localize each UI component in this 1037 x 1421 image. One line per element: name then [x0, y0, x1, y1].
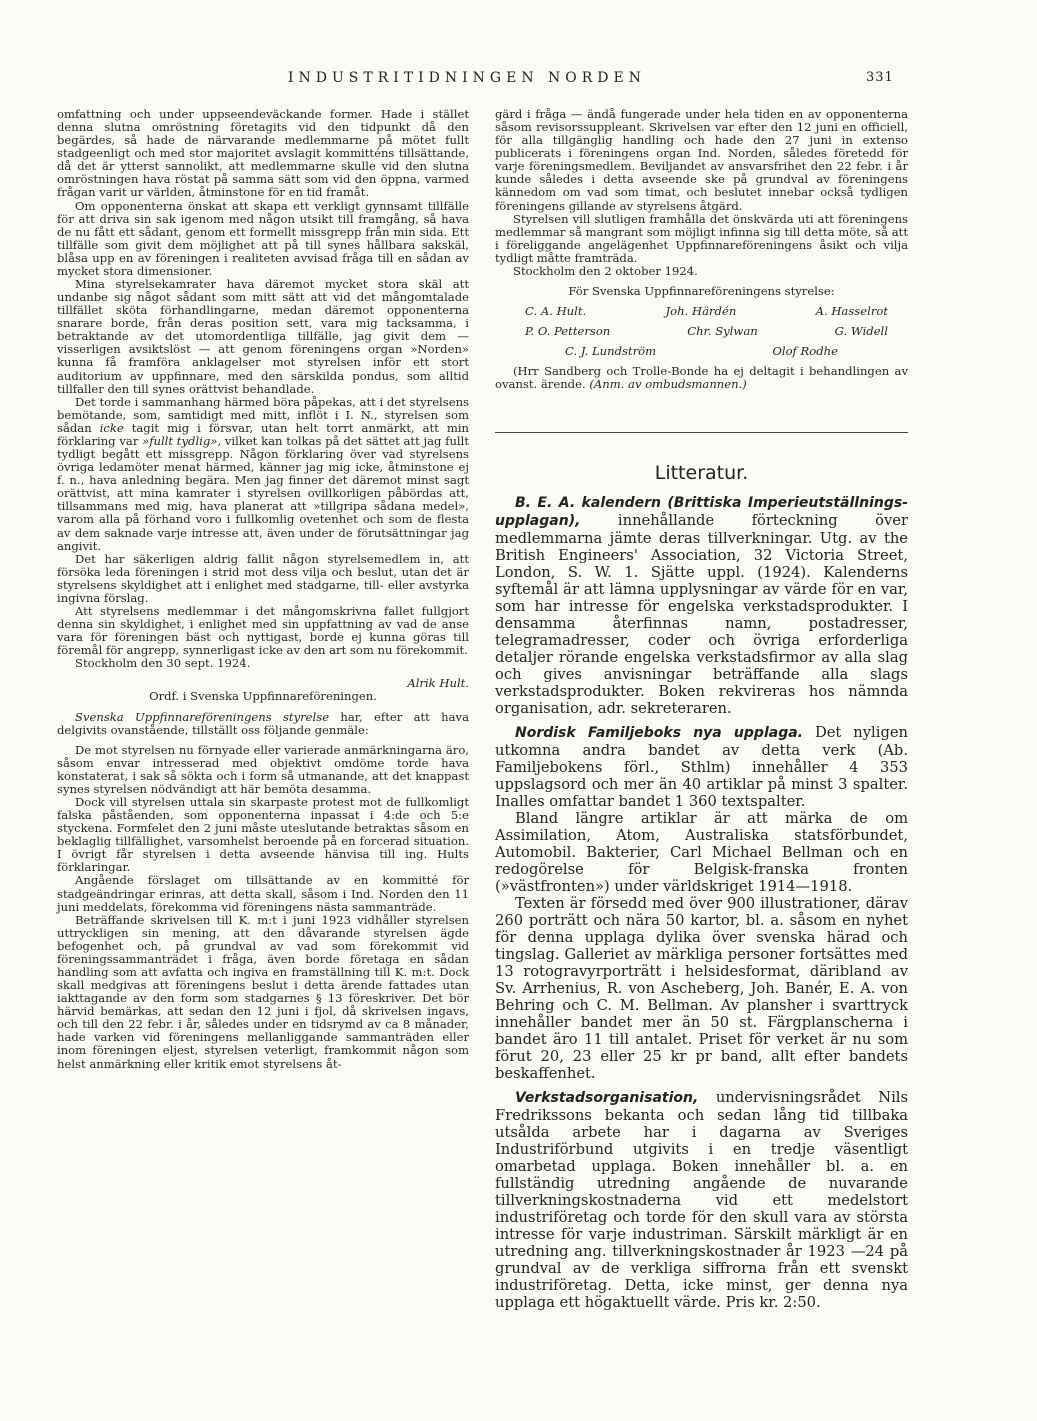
signature-intro: För Svenska Uppfinnareföreningens styrelse: — [568, 284, 835, 299]
paragraph: Texten är försedd med över 900 illustrationer, därav 260 porträtt och nära 50 kartor, bl. a. såsom en nyhet för denna upplaga dylika över svenska härad och tingslag. Galleriet av märkliga personer fortsättes med 13 rotogravyrporträtt i helsidesformat, däribland av Sv. Arrhenius, R. von Ascheberg, Joh. Banér, E. A. von Behring och C. M. Bellman. Av plansher i svarttryck innehåller bandet mer än 50 st. Färgplanscherna i bandet äro 11 till antalet. Priset för verket är nu som förut 20, 23 eller 25 kr pr band, allt efter bandets beskaffenhet. — [495, 895, 908, 1082]
signature-row — [495, 305, 908, 318]
paragraph: Om opponenterna önskat att skapa ett verkligt gynnsamt tillfälle för att driva sin sak igenom med någon utsikt till framgång, så hava de nu fått ett sådant, genom ett formellt missgrepp från min sida. Ett tillfälle som givit dem möjlighet att på till synes hållbara sakskäl, blåsa upp en av föreningen i realiteten avvisad fråga till en sådan av mycket stora dimensioner. — [57, 198, 469, 278]
page-number: 331 — [866, 70, 894, 85]
review-heading: Nordisk Familjeboks nya upplaga. — [515, 725, 803, 741]
dateline: Stockholm den 30 sept. 1924. — [75, 656, 251, 671]
text-run: innehållande förteckning över medlemmarna jämte deras tillverkningar. Utg. av the British Engineers' Association, 32 Victoria Street, London, S. W. 1. Sjätte uppl. (1924). Kalenderns syftemål är att lämna upplysningar av värde för en var, som har intresse för engelska verkstadsprodukter. I densamma återfinnas namn, postadresser, telegramadresser, coder och övriga erforderliga detaljer rörande engelska verkstadsfirmor av alla slag och gives anvisningar beträffande alla slags verkstadsprodukter. Boken rekvireras hos nämnda organisation, adr. sekreteraren. — [495, 512, 908, 717]
review-heading: Verkstadsorganisation, — [515, 1090, 699, 1106]
running-header: INDUSTRITIDNINGEN NORDEN — [288, 70, 646, 86]
emphasis: Svenska Uppfinnareföreningens styrelse — [75, 709, 330, 724]
signature: P. O. Petterson — [525, 324, 611, 339]
paragraph: Dock vill styrelsen uttala sin skarpaste protest mot de fullkomligt falska påståenden, som opponenterna inpassat i 4:de och 5:e styckena. Formfelet den 2 juni måste uteslutande betraktas såsom en beklaglig tillfällighet, varsomhelst beroende på en forcerad situation. I övrigt får styrelsen i detta avseende hänvisa till ing. Hults förklaringar. — [57, 794, 469, 875]
text-run: undervisningsrådet Nils Fredrikssons bekanta och sedan lång tid tillbaka utsålda arbete har i dagarna av Sveriges Industriförbund utgivits i en tredje väsentligt omarbetad upplaga. Boken innehåller bl. a. en fullständig utredning angående de nuvarande tillverkningskostnaderna vid ett medelstort industriföretag och torde för den skull vara av största intresse för varje industriman. Särskilt märkligt är en utredning ang. tillverkningskostnader år 1923 —24 på grundval av de verkliga siffrorna från ett svenskt industriföretag. Detta, icke minst, ger denna nya upplaga ett högaktuellt värde. Pris kr. 2:50. — [495, 1089, 908, 1311]
section-title: Litteratur. — [654, 462, 749, 484]
text-run: har, efter att hava delgivits ovanstående, tillställt oss följande genmäle: — [57, 709, 469, 737]
text-run: (Hrr Sandberg och Trolle-Bonde ha ej deltagit i behandlingen av ovanst. ärende. — [495, 364, 908, 392]
review-entry — [495, 1089, 908, 1311]
paragraph: Beträffande skrivelsen till K. m:t i juni 1923 vidhåller styrelsen uttryckligen sin mening, att den dåvarande styrelsen ägde befogenhet och, på grundval av vad som förekommit vid föreningssammanträdet i fråga, även borde företaga en sådan handling som att avfatta och ingiva en framställning till K. m:t. Dock skall medgivas att föreningens beslut i detta ärende fattades utan iakttagande av den form som stadgarnes § 13 föreskriver. Det bör härvid bemärkas, att sedan den 12 juni i fjol, då skrivelsen ingavs, och till den 22 febr. i år, således under en tidsrymd av ca 8 månader, hade varken vid föreningens mellanliggande sammanträden eller inom föreningen eljest, styrelsen veterligt, framkommit någon som helst anmärkning eller kritik emot styrelsens åt- — [57, 912, 469, 1071]
signature: C. J. Lundström — [565, 344, 657, 359]
review-entry — [495, 494, 908, 717]
text-run: tagit mig i försvar, utan helt torrt anmärkt, att min förklaring var — [57, 420, 470, 448]
paragraph: omfattning och under uppseendeväckande former. Hade i stället denna slutna omröstning företagits vid den tidpunkt då den begärdes, så hade de närvarande medlemmarne på mötet fullt stadgeenligt och med stor majoritet avslagit kommitténs tillsättande, då det är ytterst sannolikt, att medlemmarne skulle vid den slutna omröstningen hava röstat på samma sätt som vid den öppna, varmed frågan varit ur världen, åtminstone för en tid framåt. — [57, 107, 469, 200]
divider — [495, 432, 908, 433]
signature: Olof Rodhe — [772, 344, 838, 359]
paragraph — [57, 711, 469, 737]
emphasis: (Anm. av ombudsmannen.) — [589, 377, 747, 392]
literature-section — [495, 494, 908, 1311]
paragraph: gärd i fråga — ändå fungerade under hela tiden en av opponenterna såsom revisorssuppleant. Skrivelsen var efter den 12 juni en officiell, för alla tillgänglig handling och hade den 27 juni in extenso publicerats i föreningens organ Ind. Norden, således företedd för varje föreningsmedlem. Beviljandet av ansvarsfrihet den 22 febr. i år kunde således i detta avseende ske på grundval av föreningens kännedom om vad som timat, och beslutet innebar också tydligen föreningens gillande av styrelsens åtgärd. — [495, 107, 908, 213]
signature: C. A. Hult. — [525, 304, 587, 319]
paragraph: Det har säkerligen aldrig fallit någon styrelsemedlem in, att försöka leda föreningen i strid mot dess vilja och beslut, utan det är styrelsens skyldighet att i enlighet med stadgarne, till- eller avstyrka ingivna förslag. — [57, 551, 469, 605]
right-column — [495, 108, 908, 391]
paragraph: De mot styrelsen nu förnyade eller varierade anmärkningarna äro, såsom envar intresserad med objektivt omdöme torde hava konstaterat, i sak så sökta och i form så utmanande, att det knappast synes styrelsen nödvändigt att här bemöta desamma. — [57, 742, 469, 796]
emphasis: »fullt tydlig», — [142, 433, 222, 448]
left-column — [57, 108, 469, 1071]
text-run: Det torde i sammanhang härmed böra påpekas, att i det styrelsens bemötande, som, samtidigt med mitt, inflöt i I. N., styrelsen som sådan — [57, 394, 469, 435]
signature-row — [495, 325, 908, 338]
paragraph: Att styrelsens medlemmar i det mångomskrivna fallet fullgjort denna sin skyldighet, i enlighet med sin uppfattning av vad de anse vara för föreningen bäst och nyttigast, borde ej kunna göras till föremål för angrepp, synnerligast icke av den art som nu förekommit. — [57, 603, 469, 658]
signature: G. Widell — [834, 324, 888, 339]
text-run: vilket kan tolkas på det sättet att jag fullt tydligt begått ett missgrepp. Någon förklaring över vad styrelsens övriga ledamöter menat härmed, känner jag mig icke, åtminstone ej f. n., hava anledning begära. Men jag finner det däremot minst sagt orättvist, att mina kamrater i styrelsen ovillkorligen påbördas att, tillsammans med mig, hava planerat att »tillgripa sådana medel», varom alla på förhand voro i fullkomlig ovetenhet och som de flesta av dem saknade varje intresse att, även under de förutsättningar jag angivit. — [57, 433, 470, 553]
paragraph: Mina styrelsekamrater hava däremot mycket stora skäl att undanbe sig något sådant som mitt sätt att vid det mångomtalade tillfället sköta förhandlingarne, medan däremot opponenterna snarare borde, från deras position sett, vara mig tacksamma, i betraktande av det utomordentliga tillfälle, jag givit dem — visserligen avsiktslöst — att genom föreningens organ »Norden» kunna få framföra anklagelser mot styrelsen inför ett stort auditorium av uppfinnare, med den särskilda pondus, som alltid tillfaller den till synes orättvist behandlade. — [57, 277, 469, 396]
editor-note — [495, 365, 908, 391]
signature-row — [495, 345, 908, 358]
signature: Joh. Härdén — [665, 304, 737, 319]
review-heading: B. E. A. kalendern (Brittiska Imperieutställnings-upplagan), — [495, 495, 908, 529]
review-entry — [495, 724, 908, 810]
signature-name: Alrik Hult. — [407, 676, 469, 691]
text-run: Det nyligen utkomna andra bandet av detta verk (Ab. Familjebokens förl., Sthlm) innehåller 4 353 uppslagsord och mer än 40 artiklar på minst 3 spalter. Inalles omfattar bandet 1 360 textspalter. — [495, 724, 908, 810]
signature: Chr. Sylwan — [687, 324, 758, 339]
emphasis: icke — [99, 420, 124, 435]
paragraph: Bland längre artiklar är att märka de om Assimilation, Atom, Australiska statsförbundet, Automobil. Bakterier, Carl Michael Bellman och en redogörelse för Belgisk-franska fronten (»västfronten») under världskriget 1914—1918. — [495, 810, 908, 895]
paragraph — [57, 396, 469, 553]
signature: A. Hasselrot — [815, 304, 888, 319]
paragraph: Angående förslaget om tillsättande av en kommitté för stadgeändringar erinras, att detta skall, såsom i Ind. Norden den 11 juni meddelats, förekomma vid föreningens nästa sammanträde. — [57, 873, 469, 914]
paragraph: Styrelsen vill slutligen framhålla det önskvärda uti att föreningens medlemmar så mangrant som möjligt infinna sig till detta möte, så att i föreliggande angelägenhet Uppfinnareföreningens åsikt och vilja tydligt måtte framträda. — [495, 211, 908, 265]
dateline: Stockholm den 2 oktober 1924. — [513, 263, 698, 278]
signature-title: Ordf. i Svenska Uppfinnareföreningen. — [149, 689, 377, 704]
